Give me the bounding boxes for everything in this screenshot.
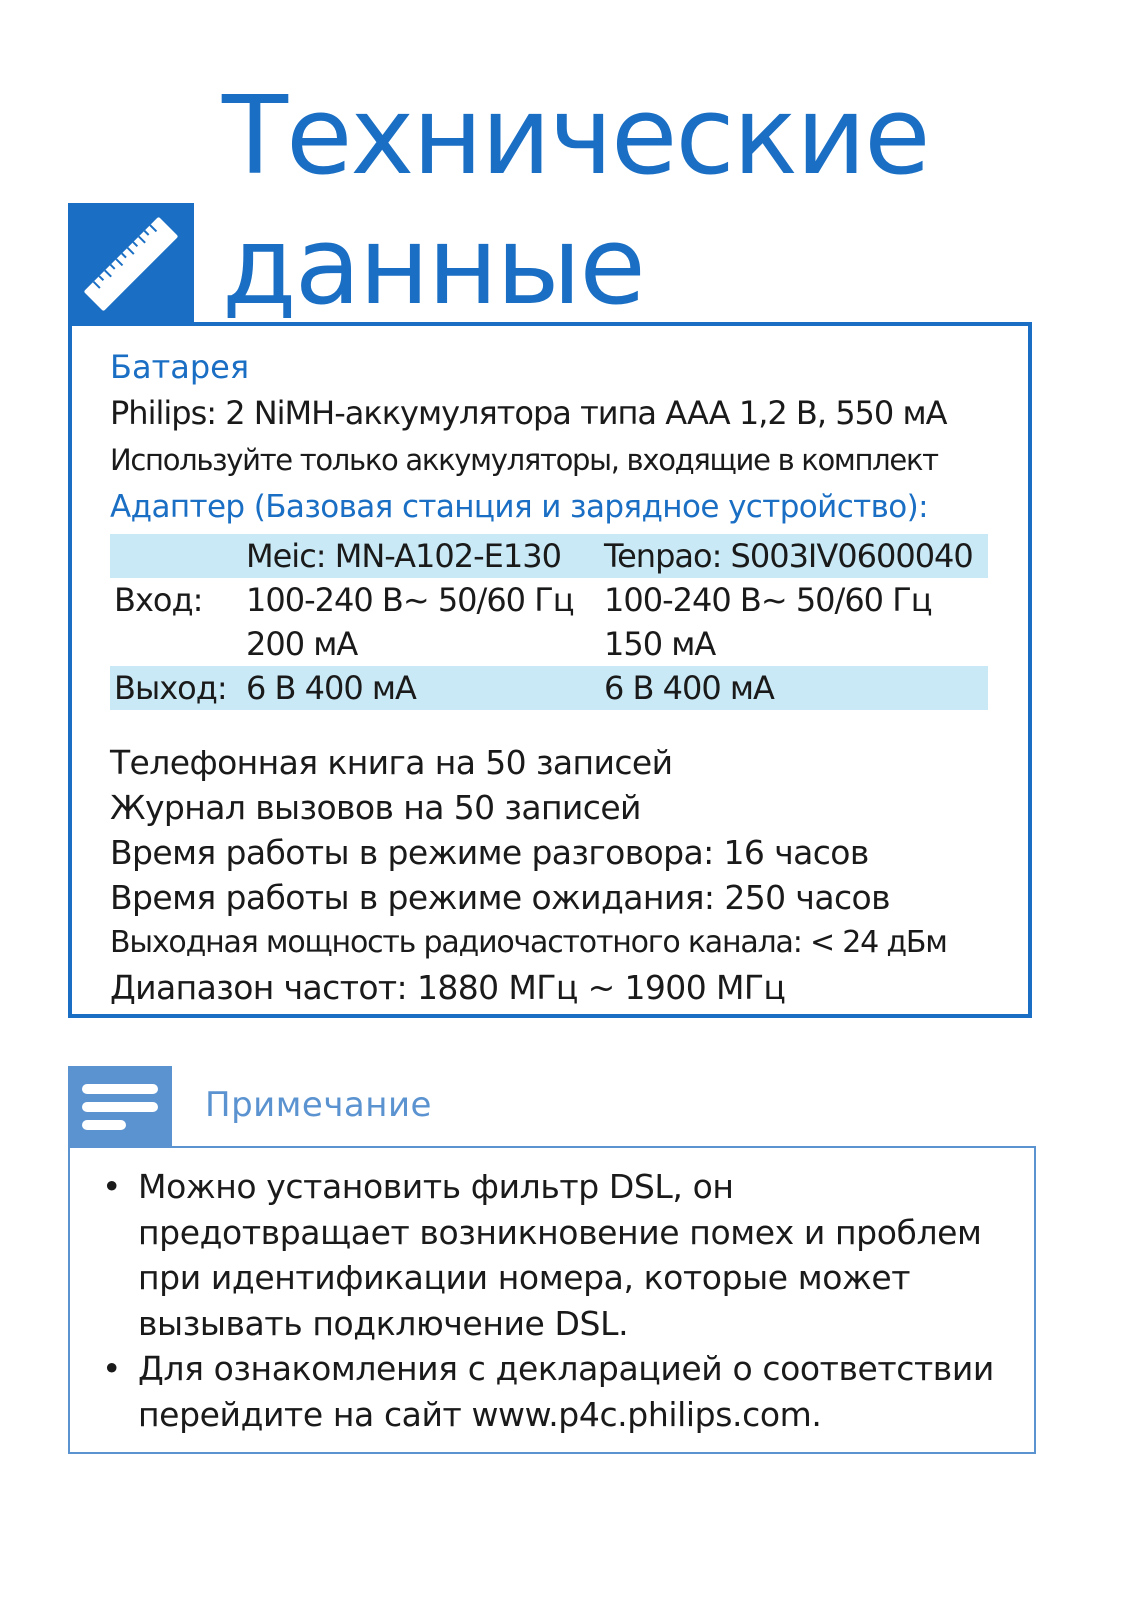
meic-cell: 200 мА (246, 625, 358, 663)
battery-usage-note: Используйте только аккумуляторы, входящие в комплект (110, 443, 938, 477)
rf-power-spec: Выходная мощность радиочастотного канала: < 24 дБм (110, 925, 947, 960)
tenpao-cell: 150 мА (604, 625, 716, 663)
bullet-icon: • (102, 1349, 122, 1388)
adapter-table (110, 534, 988, 710)
battery-heading: Батарея (110, 348, 250, 386)
table-row (110, 534, 988, 578)
specs-panel (68, 322, 1032, 1018)
meic-cell: Meic: MN-A102-E130 (242, 534, 600, 578)
phonebook-spec: Телефонная книга на 50 записей (110, 743, 673, 782)
note-title: Примечание (205, 1085, 432, 1125)
ruler-icon (68, 203, 194, 325)
list-item (98, 1164, 1014, 1346)
page-title-line1: Технические (222, 74, 929, 199)
table-row (110, 622, 988, 666)
frequency-range-spec: Диапазон частот: 1880 МГц ~ 1900 МГц (110, 968, 786, 1007)
note-panel (68, 1146, 1036, 1454)
row-label: Вход: (114, 581, 203, 619)
page-title-line2: данные (222, 204, 644, 329)
general-specs (110, 740, 988, 1010)
tenpao-cell: 6 В 400 мА (600, 666, 988, 710)
note-text: Можно установить фильтр DSL, он предотвращает возникновение помех и проблем при идентификации номера, которые может вызывать подключение DSL. (138, 1167, 982, 1343)
adapter-heading: Адаптер (Базовая станция и зарядное устройство): (110, 489, 928, 525)
talk-time-spec: Время работы в режиме разговора: 16 часов (110, 833, 869, 872)
note-list (98, 1164, 1014, 1437)
call-log-spec: Журнал вызовов на 50 записей (110, 788, 641, 827)
table-row (110, 578, 988, 622)
standby-time-spec: Время работы в режиме ожидания: 250 часов (110, 878, 890, 917)
note-text: Для ознакомления с декларацией о соответствии перейдите на сайт www.p4c.philips.com. (138, 1349, 994, 1434)
row-label: Выход: (110, 666, 242, 710)
page-title (222, 72, 929, 332)
note-lines-icon (68, 1066, 172, 1146)
tenpao-cell: Tenpao: S003IV0600040 (600, 534, 988, 578)
bullet-icon: • (102, 1167, 122, 1206)
row-label (110, 534, 242, 578)
table-row (110, 666, 988, 710)
row-label (110, 622, 242, 666)
battery-spec-line: Philips: 2 NiMH-аккумулятора типа AAA 1,2 В, 550 мА (110, 394, 947, 432)
meic-cell: 100-240 В~ 50/60 Гц (246, 581, 574, 619)
tenpao-cell: 100-240 В~ 50/60 Гц (604, 581, 932, 619)
meic-cell: 6 В 400 мА (242, 666, 600, 710)
list-item (98, 1346, 1014, 1437)
